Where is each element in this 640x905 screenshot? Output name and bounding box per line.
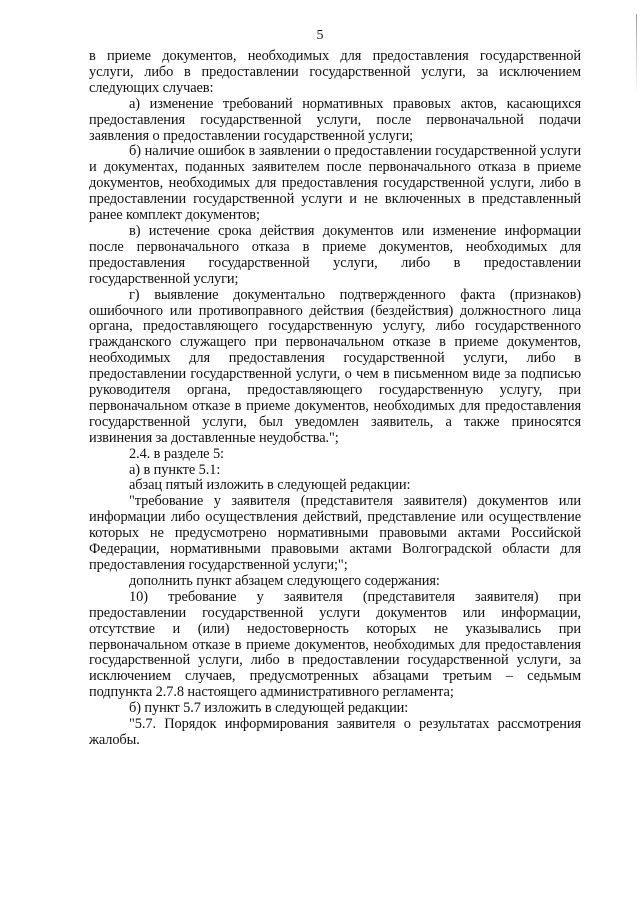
paragraph-case-b: б) наличие ошибок в заявлении о предоставлении государственной услуги и документах, поданных заявителем после первоначального отказа в приеме документов, необходимых для предоставления государственной услуги, либо в предоставлении государственной услуги и не включенных в представленный ранее комплект документов; xyxy=(89,143,581,224)
paragraph-quote-5-7: "5.7. Порядок информирования заявителя о результатах рассмотрения жалобы. xyxy=(89,716,581,748)
paragraph-case-v: в) истечение срока действия документов или изменение информации после первоначального отказа в приеме документов, необходимых для предоставления государственной услуги, либо в предоставлении государственной услуги; xyxy=(89,222,581,287)
page-number: 5 xyxy=(316,28,324,43)
paragraph-supplement: дополнить пункт абзацем следующего содержания: xyxy=(129,572,440,589)
paragraph-section-2-4: 2.4. в разделе 5: xyxy=(129,445,224,462)
paragraph-case-g: г) выявление документально подтвержденного факта (признаков) ошибочного или противоправного действия (бездействия) должностного лица органа, предоставляющего государственную услугу, либо государственного гражданского служащего при первоначальном отказе в приеме документов, необходимых для предоставления государственной услуги, либо в предоставлении государственной услуги, о чем в письменном виде за подписью руководителя органа, предоставляющего государственную услугу, при первоначальном отказе в приеме документов, необходимых для предоставления государственной услуги, был уведомлен заявитель, а также приносятся извинения за доставленные неудобства."; xyxy=(89,286,581,446)
paragraph-item-10: 10) требование у заявителя (представителя заявителя) при предоставлении государственной услуги документов или информации, отсутствие и (или) недостоверность которых не указывались при первоначальном отказе в приеме документов, необходимых для предоставления государственной услуги, либо в предоставлении государственной услуги, за исключением случаев, предусмотренных абзацами третьим – седьмым подпункта 2.7.8 настоящего административного регламента; xyxy=(89,588,581,701)
paragraph-item-b-5-7: б) пункт 5.7 изложить в следующей редакции: xyxy=(129,700,409,717)
paragraph-continuation: в приеме документов, необходимых для предоставления государственной услуги, либо в предоставлении государственной услуги, за исключением следующих случаев: xyxy=(89,48,581,96)
scan-edge-shadow xyxy=(636,14,637,94)
paragraph-quote-requirement: "требование у заявителя (представителя заявителя) документов или информации либо осуществления действий, представление или осуществление которых не предусмотрено нормативными правовыми актами Российской Федерации, нормативными правовыми актами Волгоградской области для предоставления государственной услуги;"; xyxy=(89,493,581,573)
paragraph-case-a: а) изменение требований нормативных правовых актов, касающихся предоставления государственной услуги, после первоначальной подачи заявления о предоставлении государственной услуги; xyxy=(89,95,581,144)
paragraph-para-five: абзац пятый изложить в следующей редакции: xyxy=(129,477,411,494)
paragraph-item-a-5-1: а) в пункте 5.1: xyxy=(129,461,221,478)
document-body xyxy=(89,49,581,749)
